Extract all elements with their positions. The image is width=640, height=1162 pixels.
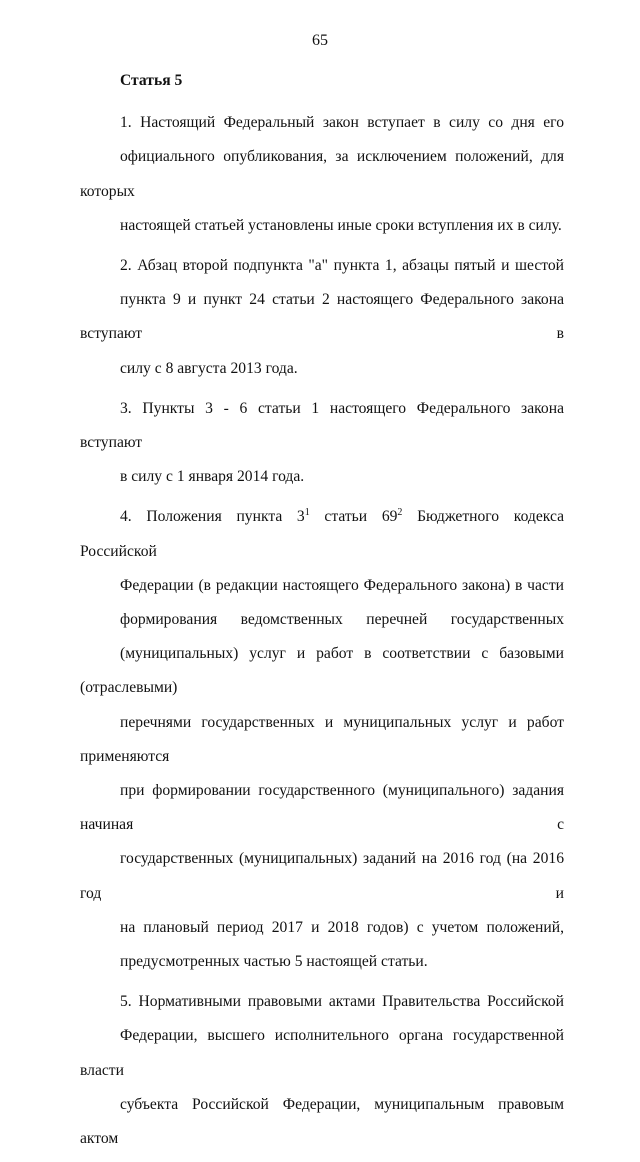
- paragraph-line: Федерации, высшего исполнительного органа государственной власти: [80, 1027, 564, 1079]
- paragraph-line: 3. Пункты 3 - 6 статьи 1 настоящего Федерального закона вступают: [80, 399, 564, 452]
- paragraph-4: [80, 500, 564, 979]
- paragraph-3: [80, 392, 564, 495]
- document-body: [80, 64, 564, 1162]
- paragraph-line: силу с 8 августа 2013 года.: [120, 359, 298, 377]
- paragraph-line: формирования ведомственных перечней государственных: [120, 611, 564, 629]
- superscript: 1: [304, 507, 310, 519]
- paragraph-line: в силу с 1 января 2014 года.: [120, 468, 305, 486]
- paragraph-5: [80, 985, 564, 1156]
- paragraph-line: настоящей статьей установлены иные сроки вступления их в силу.: [120, 216, 562, 234]
- paragraph-line: 2. Абзац второй подпункта "а" пункта 1, абзацы пятый и шестой: [120, 257, 564, 275]
- page-number: 65: [312, 32, 328, 49]
- paragraph-line: предусмотренных частью 5 настоящей статьи.: [120, 953, 428, 971]
- paragraph-line: 1. Настоящий Федеральный закон вступает в силу со дня его: [120, 114, 564, 132]
- text-fragment: Бюджетного кодекса Российской: [80, 508, 564, 560]
- paragraph-line: перечнями государственных и муниципальных услуг и работ применяются: [80, 713, 564, 765]
- paragraph-line: пункта 9 и пункт 24 статьи 2 настоящего Федерального закона вступают в: [80, 291, 564, 343]
- paragraph-line: государственных (муниципальных) заданий на 2016 год (на 2016 год и: [80, 850, 564, 902]
- paragraph-line: 5. Нормативными правовыми актами Правительства Российской: [120, 993, 564, 1011]
- paragraph-1: [80, 106, 564, 243]
- paragraph-line: [80, 500, 564, 568]
- paragraph-line: на плановый период 2017 и 2018 годов) с учетом положений,: [120, 918, 564, 936]
- paragraph-line: субъекта Российской Федерации, муниципальным правовым актом: [80, 1095, 564, 1148]
- paragraph-2: [80, 249, 564, 386]
- paragraph-line: официального опубликования, за исключением положений, для которых: [80, 148, 564, 200]
- paragraph-line: при формировании государственного (муниципального) задания начиная с: [80, 782, 564, 834]
- superscript: 2: [397, 507, 403, 519]
- paragraph-line: (муниципальных) услуг и работ в соответствии с базовыми (отраслевыми): [80, 645, 564, 697]
- article-heading: Статья 5: [120, 72, 183, 89]
- paragraph-line: Федерации (в редакции настоящего Федерального закона) в части: [120, 576, 564, 594]
- text-fragment: статьи 69: [309, 508, 398, 526]
- text-fragment: 4. Положения пункта 3: [120, 508, 305, 526]
